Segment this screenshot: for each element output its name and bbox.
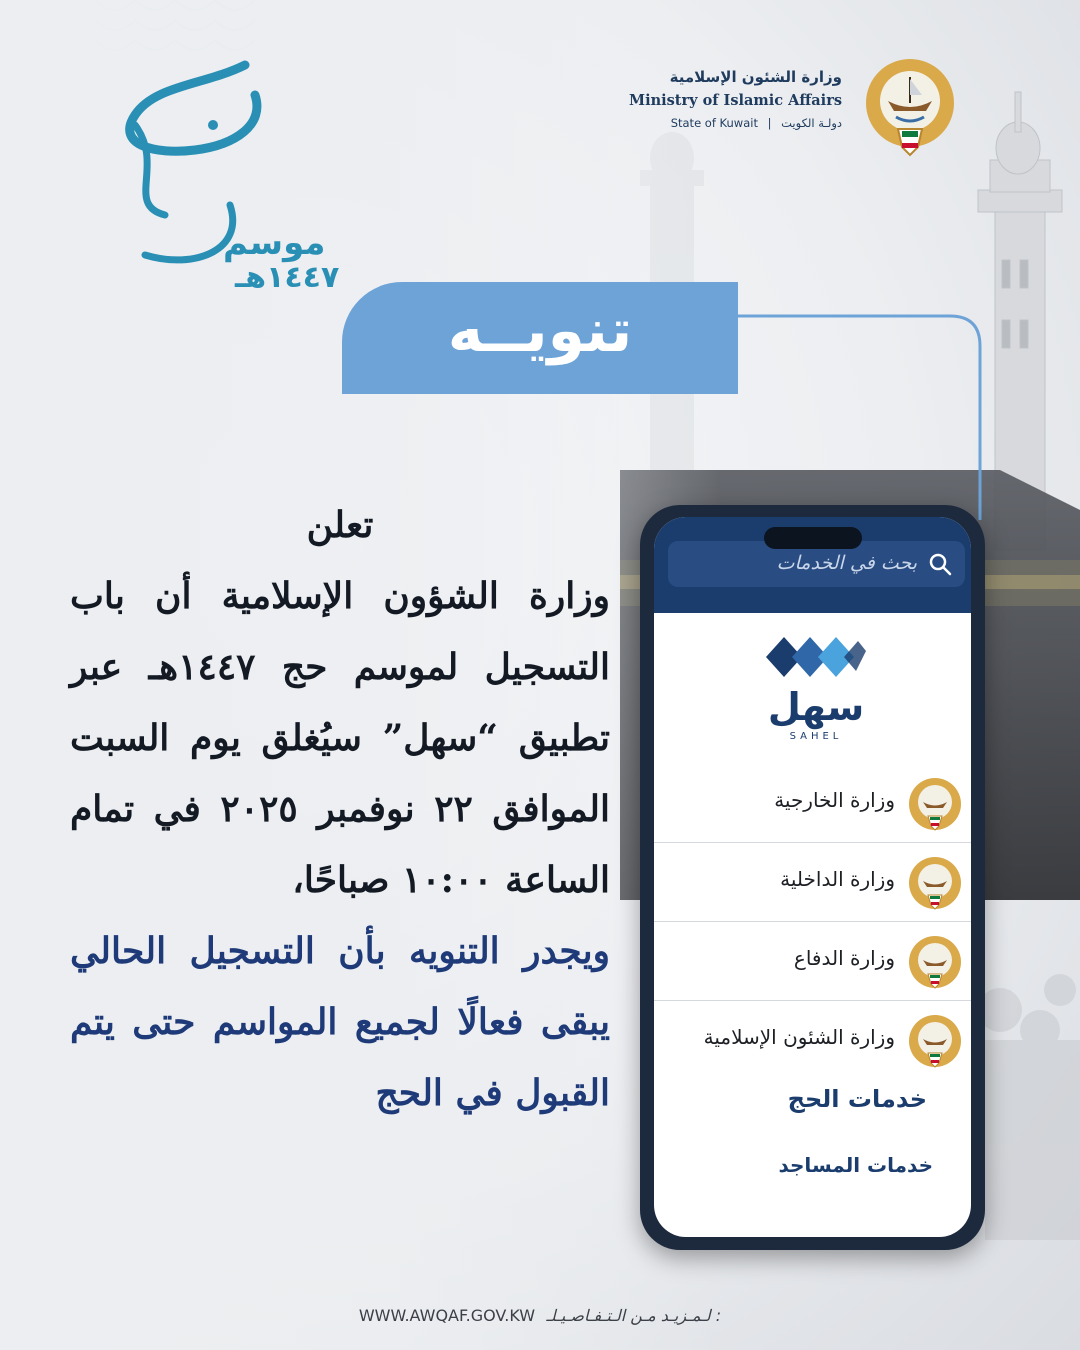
footer-url[interactable]: WWW.AWQAF.GOV.KW: [358, 1306, 536, 1325]
mosque-services-link[interactable]: خدمات المساجد: [778, 1153, 933, 1177]
kuwait-crest-icon: [907, 934, 963, 990]
ministry-name-ar: وزارة الشئون الإسلامية: [669, 68, 842, 86]
footer-label: لـمـزيـد مـن الـتـفـاصـيـلـ :: [546, 1306, 722, 1325]
kuwait-crest-icon: [907, 855, 963, 911]
hajj-services-link[interactable]: خدمات الحج: [787, 1085, 927, 1113]
service-row[interactable]: [654, 843, 971, 922]
service-label: وزارة الخارجية: [774, 788, 895, 812]
phone-mockup: [640, 505, 985, 1250]
phone-notch: [764, 527, 862, 549]
service-row[interactable]: [654, 922, 971, 1001]
ministry-name-en: Ministry of Islamic Affairs: [629, 92, 842, 109]
state-ar: دولـة الكويت: [781, 116, 842, 130]
service-label: وزارة الشئون الإسلامية: [703, 1025, 895, 1049]
service-label: وزارة الداخلية: [780, 867, 895, 891]
kuwait-crest-icon: [907, 776, 963, 832]
state-en: State of Kuwait: [670, 116, 758, 130]
hajj-season-year: ١٤٤٧هـ: [235, 260, 340, 295]
search-icon: [927, 551, 953, 577]
search-placeholder: بحث في الخدمات: [776, 552, 917, 574]
service-row[interactable]: [654, 764, 971, 843]
phone-screen: [654, 517, 971, 1237]
hajj-season-label: موسم: [223, 223, 326, 263]
state-separator: |: [767, 116, 772, 130]
announcement-body: [70, 490, 610, 1129]
app-name-en: SAHEL: [789, 731, 843, 742]
service-row[interactable]: [654, 1001, 971, 1079]
app-name-ar: سهل: [767, 685, 865, 729]
footer: [0, 1306, 1080, 1325]
announcement-lead: تعلن: [306, 504, 374, 546]
announcement-paragraph: وزارة الشؤون الإسلامية أن باب التسجيل لموسم حج ١٤٤٧هـ عبر تطبيق “سهل” سيُغلق يوم السبت الموافق ٢٢ نوفمبر ٢٠٢٥ في تمام الساعة ١٠:٠٠ صباحًا،: [70, 575, 611, 901]
announcement-note: ويجدر التنويه بأن التسجيل الحالي يبقى فعالًا لجميع المواسم حتى يتم القبول في الحج: [70, 930, 610, 1114]
notice-title: تنويــه: [447, 296, 633, 366]
kuwait-crest-icon: [907, 1013, 963, 1069]
service-label: وزارة الدفاع: [793, 946, 895, 970]
